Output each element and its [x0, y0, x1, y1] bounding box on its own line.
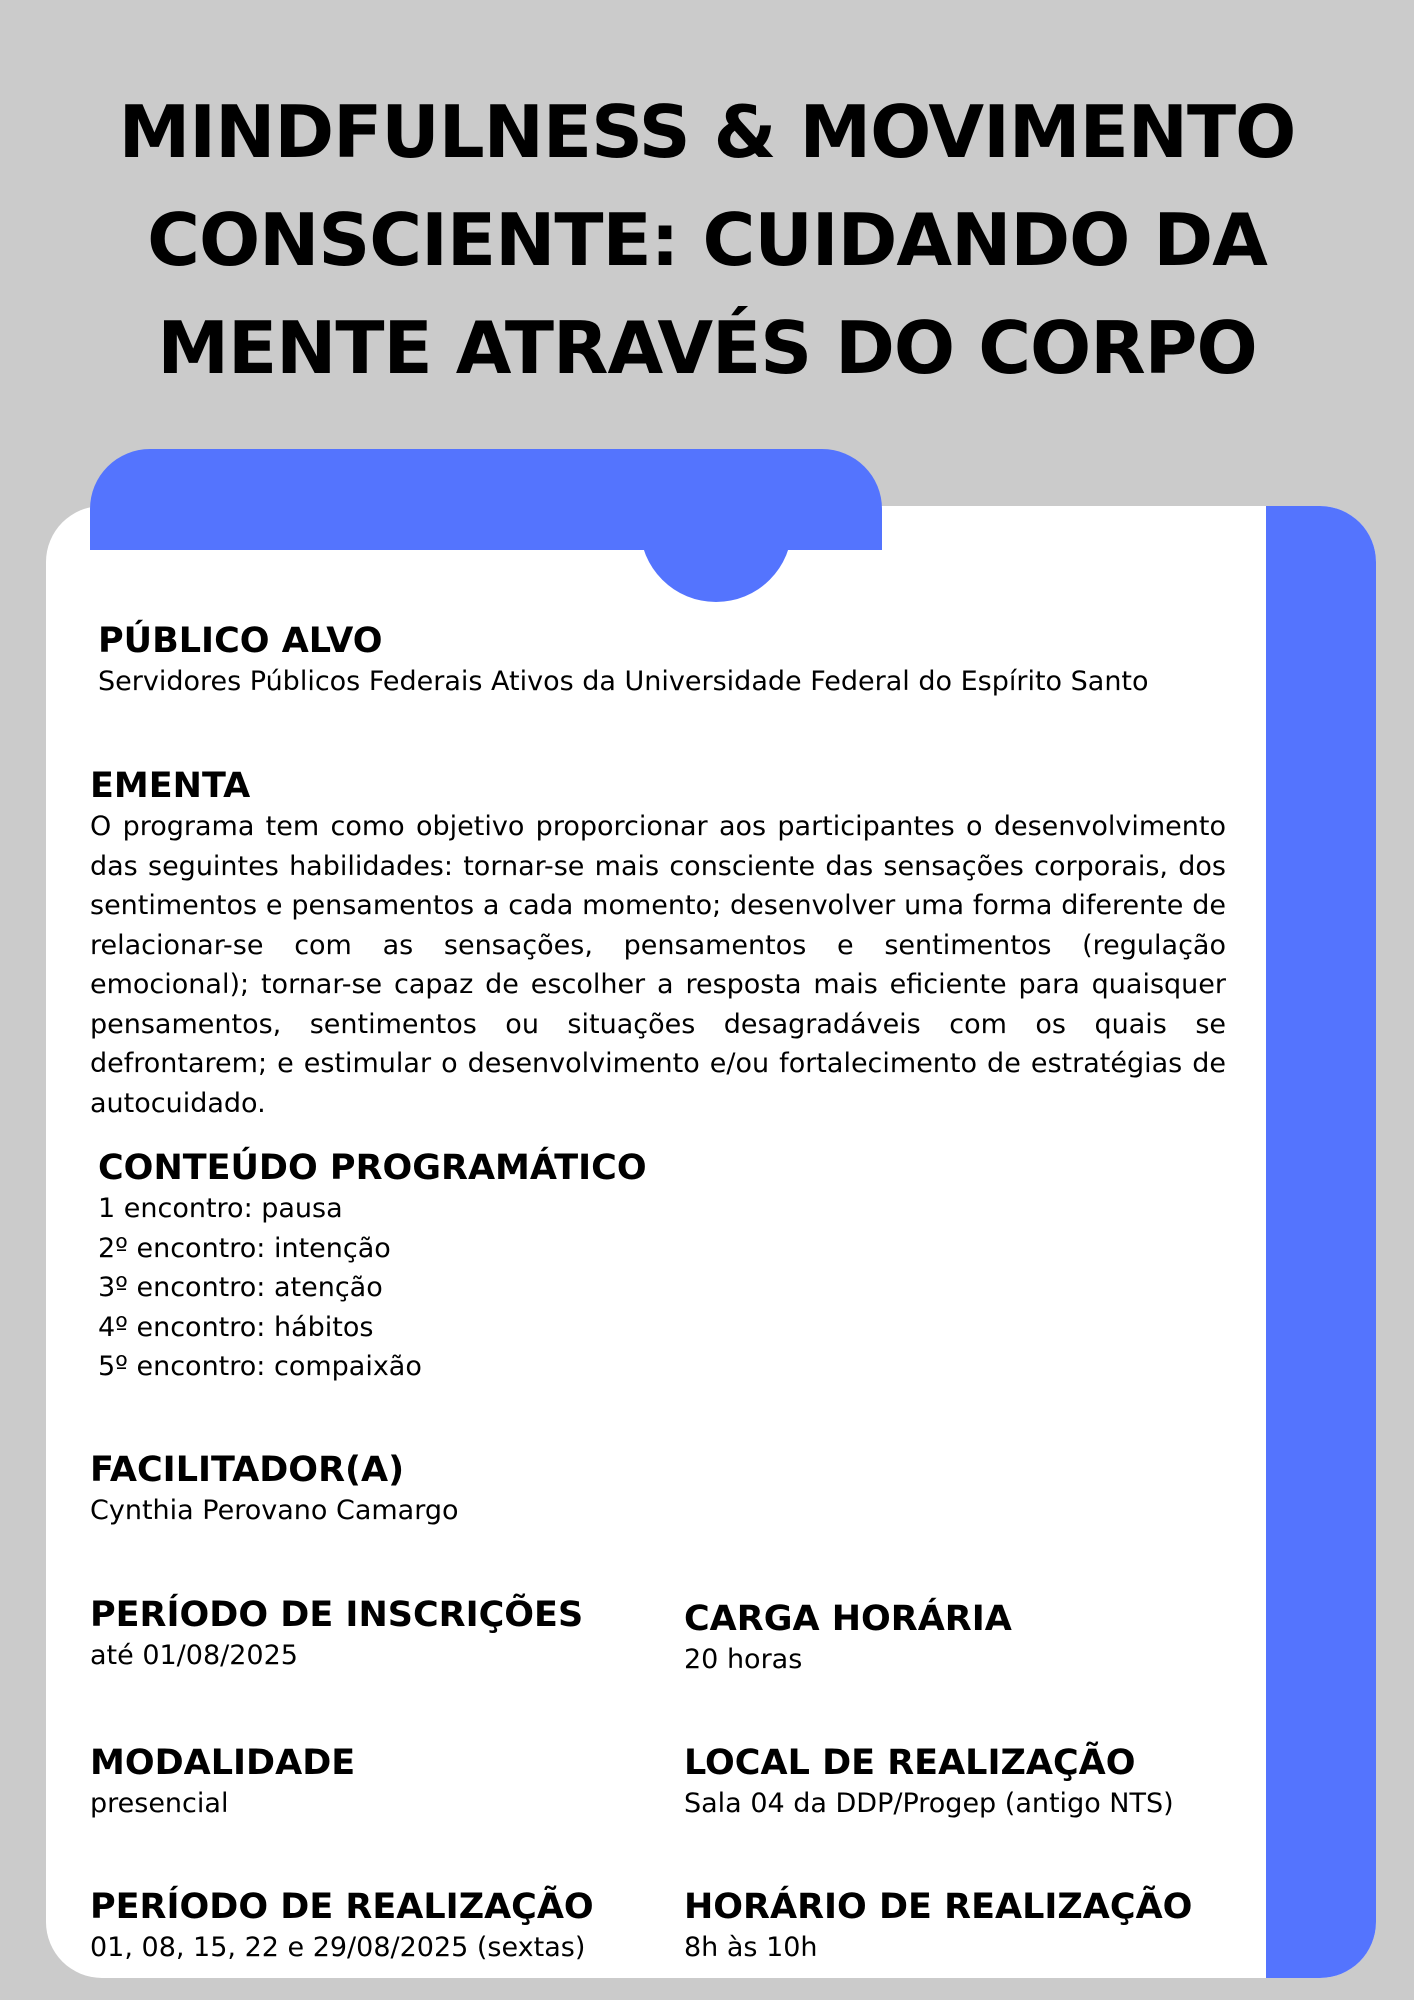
carga-horaria-section [684, 1598, 1012, 1680]
conteudo-heading: CONTEÚDO PROGRAMÁTICO [98, 1148, 647, 1188]
local-text: Sala 04 da DDP/Progep (antigo NTS) [684, 1788, 1174, 1819]
periodo-realizacao-text: 01, 08, 15, 22 e 29/08/2025 (sextas) [90, 1932, 586, 1963]
facilitador-heading: FACILITADOR(A) [90, 1450, 405, 1490]
list-item: 1 encontro: pausa [98, 1193, 343, 1224]
publico-alvo-heading: PÚBLICO ALVO [98, 621, 383, 661]
horario-section [684, 1886, 1192, 1968]
facilitador-text: Cynthia Perovano Camargo [90, 1495, 459, 1526]
horario-text: 8h às 10h [684, 1932, 818, 1963]
local-heading: LOCAL DE REALIZAÇÃO [684, 1743, 1136, 1783]
list-item: 3º encontro: atenção [98, 1272, 383, 1303]
publico-alvo-section [98, 620, 1149, 702]
local-section [684, 1742, 1174, 1824]
conteudo-section [98, 1147, 647, 1387]
conteudo-list [98, 1189, 647, 1387]
horario-heading: HORÁRIO DE REALIZAÇÃO [684, 1887, 1193, 1927]
periodo-realizacao-heading: PERÍODO DE REALIZAÇÃO [90, 1887, 594, 1927]
modalidade-heading: MODALIDADE [90, 1743, 356, 1783]
list-item: 2º encontro: intenção [98, 1232, 391, 1264]
carga-horaria-heading: CARGA HORÁRIA [684, 1599, 1012, 1639]
periodo-inscricoes-section [90, 1594, 583, 1676]
carga-horaria-text: 20 horas [684, 1644, 803, 1675]
ementa-text: O programa tem como objetivo proporcionar aos participantes o desenvolvimento das seguintes habilidades: tornar-se mais consciente das sensações corporais, dos sentimentos e pensamentos a cada momento; desenvolver uma forma diferente de relacionar-se com as sensações, pensamentos e sentimentos (regulação emocional); tornar-se capaz de escolher a resposta mais eficiente para quaisquer pensamentos, sentimentos ou situações desagradáveis com os quais se defrontarem; e estimular o desenvolvimento e/ou fortalecimento de estratégias de autocuidado. [90, 811, 1226, 1119]
accent-tab [90, 449, 882, 550]
modalidade-text: presencial [90, 1788, 229, 1819]
list-item: 4º encontro: hábitos [98, 1311, 374, 1343]
ementa-section [90, 765, 1226, 1123]
periodo-inscricoes-heading: PERÍODO DE INSCRIÇÕES [90, 1595, 584, 1635]
page-title: MINDFULNESS & MOVIMENTO CONSCIENTE: CUIDANDO DA MENTE ATRAVÉS DO CORPO [118, 90, 1296, 390]
ementa-heading: EMENTA [90, 766, 251, 806]
modalidade-section [90, 1742, 355, 1824]
periodo-realizacao-section [90, 1886, 594, 1968]
facilitador-section [90, 1449, 459, 1531]
publico-alvo-text: Servidores Públicos Federais Ativos da Universidade Federal do Espírito Santo [98, 666, 1149, 697]
list-item: 5º encontro: compaixão [98, 1351, 422, 1382]
accent-side-bar [1266, 506, 1376, 1978]
periodo-inscricoes-text: até 01/08/2025 [90, 1640, 298, 1671]
